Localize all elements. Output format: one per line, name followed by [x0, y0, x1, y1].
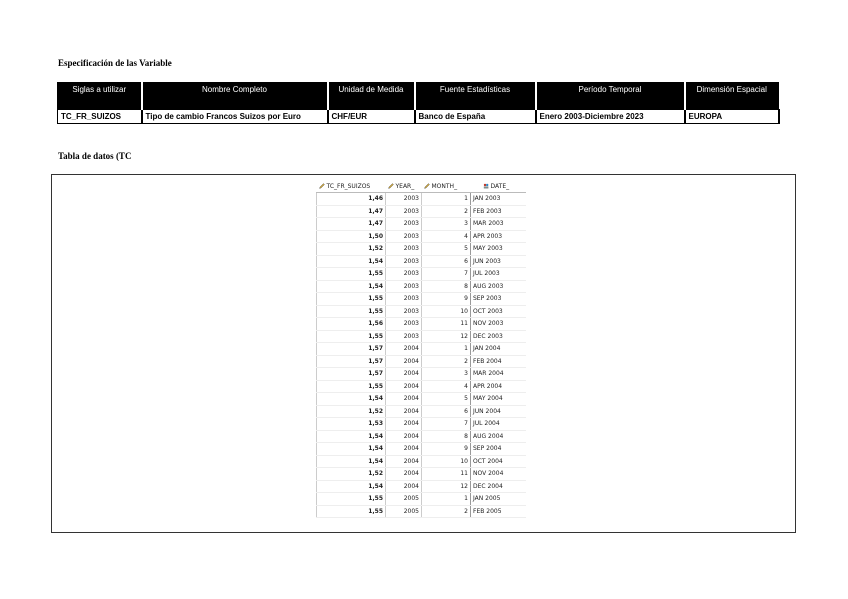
spec-header-row	[58, 83, 779, 110]
cell-month: 10	[422, 455, 471, 468]
cell-month: 9	[422, 293, 471, 306]
cell-tc: 1,55	[317, 268, 386, 281]
cell-year: 2004	[386, 405, 422, 418]
spec-row	[58, 110, 779, 124]
table-row[interactable]	[317, 493, 526, 506]
cell-year: 2003	[386, 268, 422, 281]
cell-tc: 1,47	[317, 218, 386, 231]
cell-month: 4	[422, 230, 471, 243]
cell-month: 3	[422, 368, 471, 381]
cell-tc: 1,54	[317, 280, 386, 293]
cell-date: MAR 2004	[471, 368, 526, 381]
grid-header-date[interactable]	[471, 181, 526, 193]
cell-date: NOV 2003	[471, 318, 526, 331]
spec-header-dimension: Dimensión Espacial	[685, 83, 779, 110]
cell-month: 2	[422, 205, 471, 218]
table-row[interactable]	[317, 255, 526, 268]
cell-tc: 1,54	[317, 393, 386, 406]
cell-year: 2003	[386, 205, 422, 218]
grid-header-row	[317, 181, 526, 193]
table-row[interactable]	[317, 443, 526, 456]
cell-year: 2003	[386, 318, 422, 331]
table-row[interactable]	[317, 418, 526, 431]
cell-tc: 1,52	[317, 468, 386, 481]
cell-date: FEB 2003	[471, 205, 526, 218]
cell-year: 2003	[386, 293, 422, 306]
cell-year: 2003	[386, 230, 422, 243]
cell-month: 5	[422, 243, 471, 256]
cell-month: 4	[422, 380, 471, 393]
table-row[interactable]	[317, 430, 526, 443]
table-row[interactable]	[317, 293, 526, 306]
cell-tc: 1,55	[317, 330, 386, 343]
table-row[interactable]	[317, 280, 526, 293]
table-row[interactable]	[317, 268, 526, 281]
cell-tc: 1,52	[317, 243, 386, 256]
cell-tc: 1,54	[317, 255, 386, 268]
cell-month: 2	[422, 505, 471, 518]
cell-month: 7	[422, 418, 471, 431]
grid-header-label: MONTH_	[431, 183, 458, 190]
cell-date: MAY 2004	[471, 393, 526, 406]
cell-month: 12	[422, 330, 471, 343]
cell-tc: 1,56	[317, 318, 386, 331]
table-row[interactable]	[317, 393, 526, 406]
cell-date: MAR 2003	[471, 218, 526, 231]
cell-date: SEP 2004	[471, 443, 526, 456]
cell-month: 10	[422, 305, 471, 318]
grid-header-tc[interactable]	[317, 181, 386, 193]
cell-year: 2004	[386, 468, 422, 481]
cell-month: 11	[422, 468, 471, 481]
cell-year: 2004	[386, 443, 422, 456]
cell-tc: 1,50	[317, 230, 386, 243]
spec-header-fuente: Fuente Estadísticas	[415, 83, 536, 110]
cell-tc: 1,54	[317, 443, 386, 456]
pencil-icon	[388, 183, 394, 189]
table-row[interactable]	[317, 380, 526, 393]
spec-cell-fuente: Banco de España	[415, 110, 536, 124]
cell-tc: 1,57	[317, 343, 386, 356]
cell-year: 2004	[386, 355, 422, 368]
cell-date: NOV 2004	[471, 468, 526, 481]
cell-tc: 1,52	[317, 405, 386, 418]
table-row[interactable]	[317, 355, 526, 368]
table-row[interactable]	[317, 405, 526, 418]
cell-date: JAN 2005	[471, 493, 526, 506]
cell-year: 2003	[386, 330, 422, 343]
table-row[interactable]	[317, 330, 526, 343]
cell-year: 2004	[386, 430, 422, 443]
table-row[interactable]	[317, 480, 526, 493]
table-row[interactable]	[317, 505, 526, 518]
cell-month: 3	[422, 218, 471, 231]
cell-year: 2003	[386, 243, 422, 256]
grid-header-year[interactable]	[386, 181, 422, 193]
cell-month: 6	[422, 255, 471, 268]
cell-month: 1	[422, 343, 471, 356]
cell-year: 2004	[386, 368, 422, 381]
cell-tc: 1,55	[317, 493, 386, 506]
cell-month: 11	[422, 318, 471, 331]
cell-year: 2005	[386, 493, 422, 506]
table-row[interactable]	[317, 193, 526, 206]
cell-tc: 1,55	[317, 293, 386, 306]
cell-date: FEB 2005	[471, 505, 526, 518]
cell-date: APR 2004	[471, 380, 526, 393]
cell-month: 8	[422, 280, 471, 293]
spec-header-periodo: Período Temporal	[536, 83, 685, 110]
spec-cell-nombre: Tipo de cambio Francos Suizos por Euro	[142, 110, 328, 124]
cell-date: JUN 2004	[471, 405, 526, 418]
cell-month: 5	[422, 393, 471, 406]
cell-year: 2003	[386, 280, 422, 293]
cell-date: JAN 2003	[471, 193, 526, 206]
cell-year: 2005	[386, 505, 422, 518]
cell-year: 2004	[386, 393, 422, 406]
spec-table	[57, 82, 780, 124]
table-row[interactable]	[317, 368, 526, 381]
data-grid	[316, 181, 526, 518]
cell-tc: 1,54	[317, 480, 386, 493]
table-row[interactable]	[317, 318, 526, 331]
cell-tc: 1,55	[317, 380, 386, 393]
table-row[interactable]	[317, 243, 526, 256]
grid-header-label: YEAR_	[395, 183, 415, 190]
cell-month: 7	[422, 268, 471, 281]
table-row[interactable]	[317, 468, 526, 481]
table-row[interactable]	[317, 230, 526, 243]
cell-date: AUG 2004	[471, 430, 526, 443]
cell-year: 2003	[386, 193, 422, 206]
spec-cell-periodo: Enero 2003-Diciembre 2023	[536, 110, 685, 124]
table-row[interactable]	[317, 305, 526, 318]
spec-heading: Especificación de las Variable	[58, 58, 172, 68]
cell-month: 12	[422, 480, 471, 493]
cell-date: JUL 2003	[471, 268, 526, 281]
cell-date: AUG 2003	[471, 280, 526, 293]
cell-date: SEP 2003	[471, 293, 526, 306]
cell-tc: 1,55	[317, 505, 386, 518]
cell-tc: 1,53	[317, 418, 386, 431]
cell-tc: 1,57	[317, 368, 386, 381]
cell-month: 6	[422, 405, 471, 418]
pencil-icon	[424, 183, 430, 189]
spec-header-nombre: Nombre Completo	[142, 83, 328, 110]
data-heading: Tabla de datos (TC	[58, 151, 132, 161]
cell-date: FEB 2004	[471, 355, 526, 368]
cell-year: 2004	[386, 343, 422, 356]
cell-month: 1	[422, 193, 471, 206]
table-row[interactable]	[317, 455, 526, 468]
cell-year: 2004	[386, 418, 422, 431]
table-row[interactable]	[317, 218, 526, 231]
cell-month: 2	[422, 355, 471, 368]
cell-year: 2004	[386, 380, 422, 393]
cell-tc: 1,54	[317, 430, 386, 443]
pencil-icon	[319, 183, 325, 189]
table-row[interactable]	[317, 205, 526, 218]
spec-cell-siglas: TC_FR_SUIZOS	[58, 110, 142, 124]
cell-month: 8	[422, 430, 471, 443]
spec-cell-dimension: EUROPA	[685, 110, 779, 124]
spec-header-unidad: Unidad de Medida	[328, 83, 415, 110]
cell-date: OCT 2004	[471, 455, 526, 468]
cell-tc: 1,57	[317, 355, 386, 368]
cell-tc: 1,47	[317, 205, 386, 218]
cell-date: JAN 2004	[471, 343, 526, 356]
cell-year: 2003	[386, 305, 422, 318]
cell-date: JUN 2003	[471, 255, 526, 268]
cell-month: 9	[422, 443, 471, 456]
people-icon	[483, 183, 489, 189]
cell-date: OCT 2003	[471, 305, 526, 318]
cell-tc: 1,46	[317, 193, 386, 206]
cell-year: 2003	[386, 218, 422, 231]
cell-tc: 1,54	[317, 455, 386, 468]
cell-year: 2004	[386, 480, 422, 493]
cell-date: JUL 2004	[471, 418, 526, 431]
grid-header-label: TC_FR_SUIZOS	[326, 183, 371, 190]
cell-date: MAY 2003	[471, 243, 526, 256]
cell-year: 2003	[386, 255, 422, 268]
spec-cell-unidad: CHF/EUR	[328, 110, 415, 124]
grid-header-label: DATE_	[490, 183, 510, 190]
grid-header-month[interactable]	[422, 181, 471, 193]
cell-month: 1	[422, 493, 471, 506]
table-row[interactable]	[317, 343, 526, 356]
cell-date: DEC 2003	[471, 330, 526, 343]
cell-tc: 1,55	[317, 305, 386, 318]
cell-date: DEC 2004	[471, 480, 526, 493]
cell-date: APR 2003	[471, 230, 526, 243]
cell-year: 2004	[386, 455, 422, 468]
spec-header-siglas: Siglas a utilizar	[58, 83, 142, 110]
